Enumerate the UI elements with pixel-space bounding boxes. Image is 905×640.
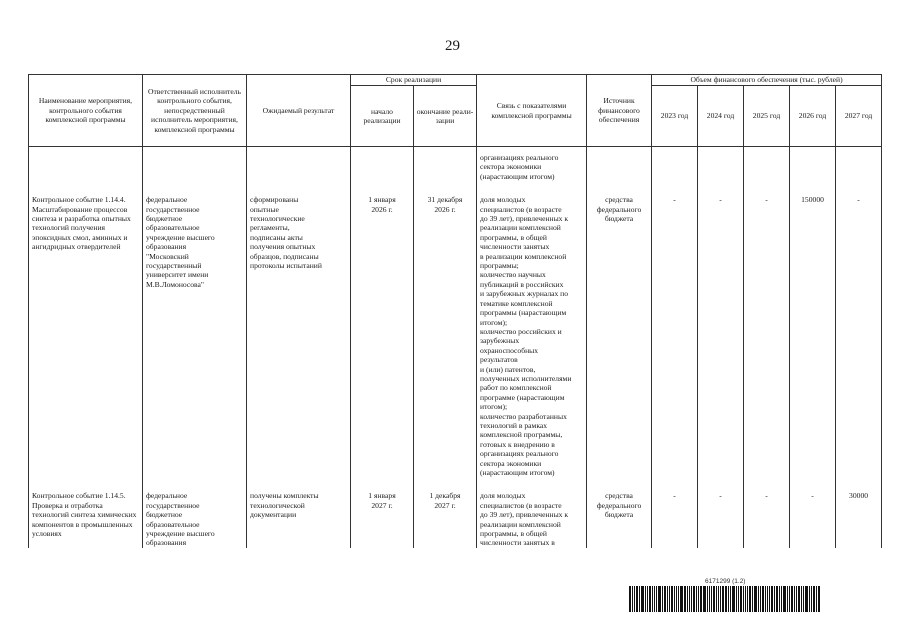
barcode-bar (771, 586, 773, 612)
barcode-bar (639, 586, 640, 612)
barcode-bar (811, 586, 812, 612)
barcode-bar (789, 586, 790, 612)
barcode-bar (738, 586, 739, 612)
barcode-bar (728, 586, 729, 612)
table-row (29, 191, 882, 487)
expected-result: сформированы опытные технологические регламенты, подписаны акты получения опытных образцов, подписаны протоколы испытаний (247, 191, 351, 487)
barcode-bar (796, 586, 797, 612)
barcode-bar (743, 586, 744, 612)
amount-2025: - (744, 191, 790, 487)
amount-2026: 150000 (790, 191, 836, 487)
barcode-bar (725, 586, 727, 612)
barcode-bar (730, 586, 731, 612)
barcode-bar (779, 586, 780, 612)
amount-2026: - (790, 487, 836, 547)
barcode-bar (783, 586, 786, 612)
barcode-bar (774, 586, 775, 612)
barcode-bar (669, 586, 670, 612)
barcode-bar (698, 586, 699, 612)
barcode-bar (720, 586, 721, 612)
barcode-bar (680, 586, 683, 612)
responsible-executor: федеральное государственное бюджетное образовательное учреждение высшего образования "Московский государственный университет имени М.В.Ломоносова" (143, 191, 247, 487)
program-indicators: доля молодых специалистов (в возрасте до 39 лет), привлеченных к реализации комплексной программы, в общей численности занятых в (477, 487, 587, 547)
barcode-bar (769, 586, 770, 612)
barcode-bar (740, 586, 742, 612)
amount-2023: - (652, 191, 698, 487)
barcode-bar (765, 586, 766, 612)
barcode-bar (736, 586, 737, 612)
barcode-bar (687, 586, 688, 612)
continuation-text: организациях реального сектора экономики (нарастающим итогом) (477, 147, 587, 192)
barcode-bar (794, 586, 795, 612)
continuation-row (29, 147, 882, 192)
barcode-bar (645, 586, 646, 612)
barcode-bar (754, 586, 757, 612)
header-year: 2023 год (652, 86, 698, 147)
barcode-bar (689, 586, 690, 612)
expected-result: получены комплекты технологической документации (247, 487, 351, 547)
barcode (629, 586, 857, 612)
barcode-bar (711, 586, 712, 612)
barcode-bar (647, 586, 648, 612)
event-name: Контрольное событие 1.14.4. Масштабирование процессов синтеза и разработка опытных технологий получения эпоксидных смол, аминных и ангидридных отвердителей (29, 191, 143, 487)
barcode-bar (722, 586, 724, 612)
header-year: 2027 год (836, 86, 882, 147)
barcode-bar (629, 586, 631, 612)
barcode-bar (667, 586, 668, 612)
barcode-label: 6171299 (1.2) (705, 578, 746, 585)
barcode-bar (649, 586, 651, 612)
barcode-bar (716, 586, 717, 612)
barcode-bar (656, 586, 657, 612)
barcode-bar (749, 586, 751, 612)
table-row (29, 487, 882, 547)
header-year: 2025 год (744, 86, 790, 147)
start-date: 1 января 2027 г. (351, 487, 414, 547)
barcode-bar (678, 586, 679, 612)
funding-source: средства федерального бюджета (587, 487, 652, 547)
barcode-bar (816, 586, 817, 612)
header-expected-result: Ожидаемый результат (247, 75, 351, 147)
barcode-bar (652, 586, 653, 612)
amount-2027: 30000 (836, 487, 882, 547)
barcode-bar (713, 586, 715, 612)
page-number: 29 (445, 38, 460, 54)
amount-2024: - (698, 487, 744, 547)
barcode-bar (813, 586, 815, 612)
barcode-bar (634, 586, 635, 612)
barcode-bar (732, 586, 735, 612)
barcode-bar (696, 586, 697, 612)
amount-2023: - (652, 487, 698, 547)
barcode-bar (684, 586, 686, 612)
barcode-bar (760, 586, 761, 612)
barcode-bar (805, 586, 808, 612)
header-end: окончание реали-зации (414, 86, 477, 147)
barcode-bar (632, 586, 633, 612)
barcode-bar (818, 586, 820, 612)
barcode-bar (658, 586, 661, 612)
start-date: 1 января 2026 г. (351, 191, 414, 487)
barcode-bar (718, 586, 719, 612)
end-date: 31 декабря 2026 г. (414, 191, 477, 487)
barcode-bar (803, 586, 804, 612)
barcode-bar (791, 586, 793, 612)
program-indicators: доля молодых специалистов (в возрасте до 39 лет), привлеченных к реализации комплексной программы, в общей численности занятых в реализации комплексной программы; количество научных публикаций в российских и зарубежных журналах по тематике комплексной программы (нарастающим итогом); количество российских и зарубежных охраноспособных результатов и (или) патентов, полученных исполнителями работ по комплексной программе (нарастающим итогом); количество разработанных технологий в рамках комплексной программы, готовых к внедрению в организациях реального сектора экономики (нарастающим итогом) (477, 191, 587, 487)
barcode-bar (641, 586, 644, 612)
barcode-bar (752, 586, 753, 612)
barcode-bar (762, 586, 764, 612)
barcode-bar (703, 586, 706, 612)
barcode-bar (758, 586, 759, 612)
barcode-bar (767, 586, 768, 612)
header-term: Срок реализации (351, 75, 477, 86)
barcode-bar (671, 586, 673, 612)
amount-2025: - (744, 487, 790, 547)
barcode-bar (691, 586, 692, 612)
barcode-bar (801, 586, 802, 612)
barcode-bar (636, 586, 638, 612)
header-year: 2026 год (790, 86, 836, 147)
barcode-bar (674, 586, 675, 612)
header-start: начало реализации (351, 86, 414, 147)
barcode-bar (664, 586, 666, 612)
barcode-bar (709, 586, 710, 612)
barcode-bar (707, 586, 708, 612)
barcode-bar (654, 586, 655, 612)
barcode-bar (693, 586, 695, 612)
barcode-bar (809, 586, 810, 612)
header-name: Наименование мероприятия, контрольного события комплексной программы (29, 75, 143, 147)
barcode-bar (747, 586, 748, 612)
barcode-bar (781, 586, 782, 612)
end-date: 1 декабря 2027 г. (414, 487, 477, 547)
header-link: Связь с показателями комплексной программы (477, 75, 587, 147)
event-name: Контрольное событие 1.14.5. Проверка и отработка технологий синтеза химических компонентов в промышленных условиях (29, 487, 143, 547)
barcode-bar (700, 586, 702, 612)
amount-2024: - (698, 191, 744, 487)
amount-2027: - (836, 191, 882, 487)
funding-source: средства федерального бюджета (587, 191, 652, 487)
barcode-bar (676, 586, 677, 612)
barcode-bar (662, 586, 663, 612)
program-plan-table (28, 74, 882, 548)
header-responsible: Ответственный исполнитель контрольного события, непосредственный исполнитель мероприятия, комплексной программы (143, 75, 247, 147)
barcode-bar (776, 586, 778, 612)
header-source: Источник финансового обеспечения (587, 75, 652, 147)
barcode-bar (798, 586, 800, 612)
barcode-bar (745, 586, 746, 612)
responsible-executor: федеральное государственное бюджетное образовательное учреждение высшего образования (143, 487, 247, 547)
header-finance: Объем финансового обеспечения (тыс. рублей) (652, 75, 882, 86)
header-year: 2024 год (698, 86, 744, 147)
barcode-bar (787, 586, 788, 612)
